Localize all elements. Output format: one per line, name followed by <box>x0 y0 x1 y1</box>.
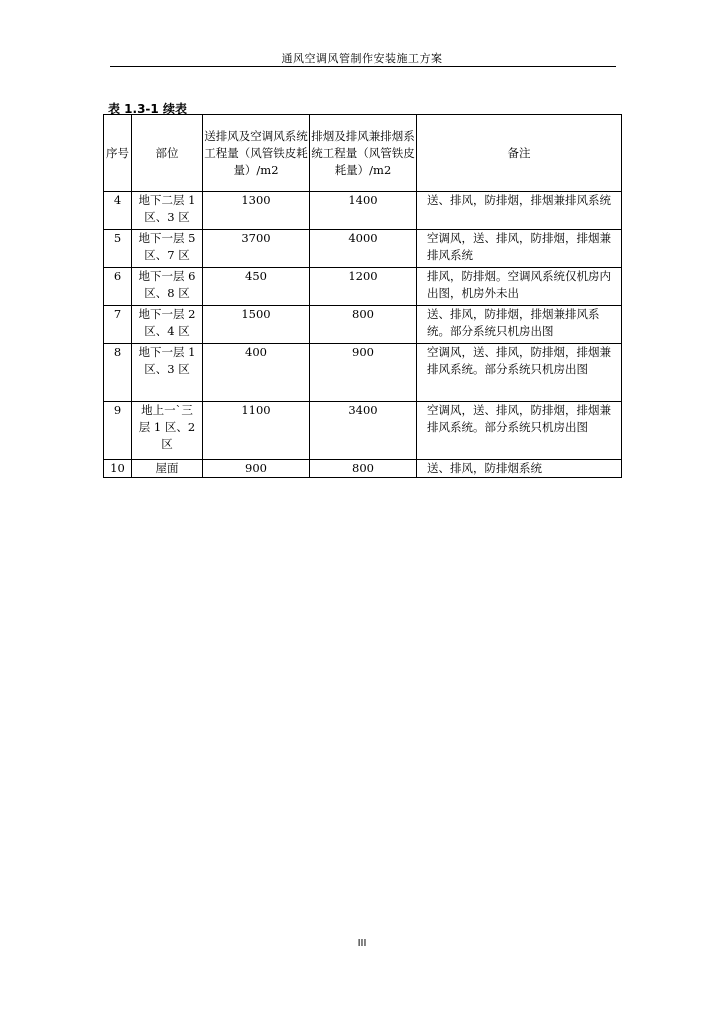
cell-supply: 400 <box>203 344 310 402</box>
cell-seq: 7 <box>104 306 132 344</box>
cell-seq: 4 <box>104 192 132 230</box>
cell-seq: 5 <box>104 230 132 268</box>
cell-note: 空调风，送、排风，防排烟，排烟兼排风系统。部分系统只机房出图 <box>417 402 622 460</box>
cell-supply: 3700 <box>203 230 310 268</box>
cell-note: 送、排风，防排烟系统 <box>417 460 622 478</box>
cell-part: 地下一层 6 区、8 区 <box>132 268 203 306</box>
cell-seq: 6 <box>104 268 132 306</box>
document-header-title: 通风空调风管制作安装施工方案 <box>281 52 443 65</box>
table-row <box>104 230 622 268</box>
cell-smoke: 3400 <box>310 402 417 460</box>
cell-supply: 1300 <box>203 192 310 230</box>
table-row <box>104 306 622 344</box>
cell-smoke: 800 <box>310 460 417 478</box>
cell-note: 送、排风，防排烟，排烟兼排风系统。部分系统只机房出图 <box>417 306 622 344</box>
cell-smoke: 1400 <box>310 192 417 230</box>
cell-smoke: 900 <box>310 344 417 402</box>
cell-seq: 9 <box>104 402 132 460</box>
engineering-quantity-table <box>103 114 622 478</box>
cell-smoke: 800 <box>310 306 417 344</box>
header-smoke-exhaust: 排烟及排风兼排烟系统工程量（风管铁皮耗量）/m2 <box>310 115 417 192</box>
cell-supply: 450 <box>203 268 310 306</box>
cell-note: 送、排风，防排烟，排烟兼排风系统 <box>417 192 622 230</box>
cell-part: 地下一层 2 区、4 区 <box>132 306 203 344</box>
header-rule <box>110 66 616 67</box>
cell-note: 空调风，送、排风，防排烟，排烟兼排风系统 <box>417 230 622 268</box>
page-number: III <box>357 938 367 949</box>
cell-supply: 1100 <box>203 402 310 460</box>
cell-supply: 1500 <box>203 306 310 344</box>
cell-note: 空调风，送、排风，防排烟，排烟兼排风系统。部分系统只机房出图 <box>417 344 622 402</box>
cell-part: 地下二层 1 区、3 区 <box>132 192 203 230</box>
header-note: 备注 <box>417 115 622 192</box>
table-caption: 表 1.3-1 续表 <box>108 102 187 116</box>
header-seq: 序号 <box>104 115 132 192</box>
cell-smoke: 4000 <box>310 230 417 268</box>
header-supply-exhaust-ac: 送排风及空调风系统工程量（风管铁皮耗量）/m2 <box>203 115 310 192</box>
table-row <box>104 192 622 230</box>
cell-seq: 8 <box>104 344 132 402</box>
table-row <box>104 344 622 402</box>
cell-part: 地上一`三层 1 区、2 区 <box>132 402 203 460</box>
cell-note: 排风，防排烟。空调风系统仅机房内出图，机房外未出 <box>417 268 622 306</box>
cell-part: 地下一层 5 区、7 区 <box>132 230 203 268</box>
table-row <box>104 402 622 460</box>
cell-part: 屋面 <box>132 460 203 478</box>
table-header-row <box>104 115 622 192</box>
table-row <box>104 268 622 306</box>
cell-seq: 10 <box>104 460 132 478</box>
header-part: 部位 <box>132 115 203 192</box>
cell-supply: 900 <box>203 460 310 478</box>
cell-part: 地下一层 1 区、3 区 <box>132 344 203 402</box>
cell-smoke: 1200 <box>310 268 417 306</box>
table-row <box>104 460 622 478</box>
